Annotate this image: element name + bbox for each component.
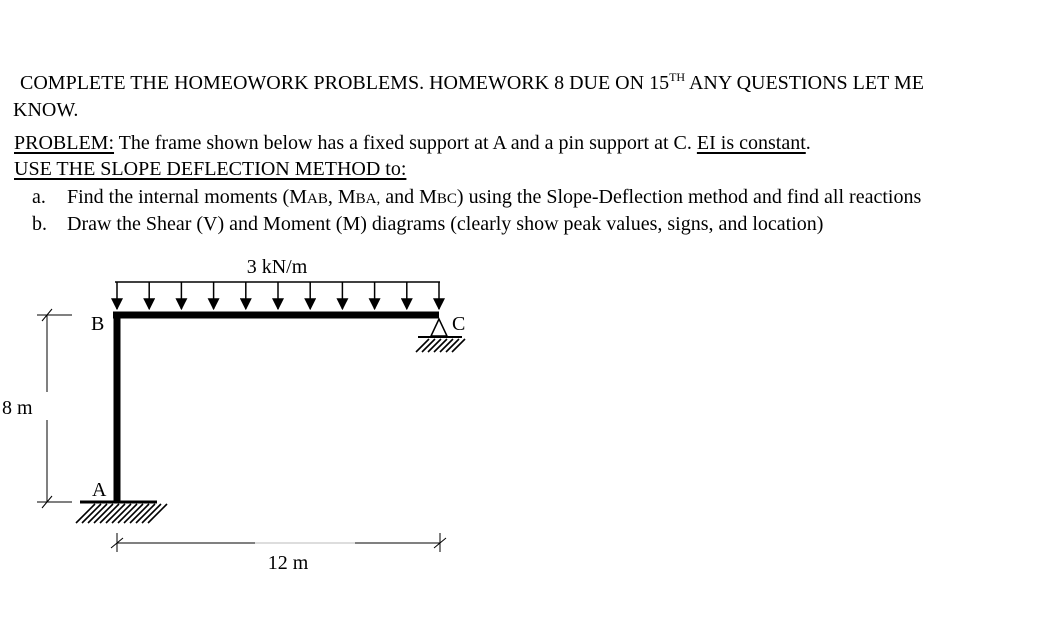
task-a-marker: a. [32, 186, 46, 208]
header-superscript: TH [669, 70, 686, 84]
method-line: USE THE SLOPE DEFLECTION METHOD to: [14, 158, 407, 180]
hatch-line [422, 339, 435, 352]
span-label: 12 m [267, 552, 309, 574]
hatch-line [428, 339, 441, 352]
height-dimension [37, 309, 72, 508]
distributed-load [115, 282, 440, 309]
hatch-line [440, 339, 453, 352]
hatch-line [452, 339, 465, 352]
moment-bc-sub: BC [436, 191, 457, 207]
hatch-line [416, 339, 429, 352]
header-line-1-prefix: COMPLETE THE HOMEOWORK PROBLEMS. HOMEWORK 8 DUE ON 15 [20, 72, 670, 94]
problem-label: PROBLEM: [14, 132, 115, 154]
hatch-line [434, 339, 447, 352]
header-line-2: KNOW. [13, 99, 79, 121]
moment-ba-sub: BA, [355, 191, 381, 207]
span-dimension [111, 533, 446, 552]
problem-text: The frame shown below has a fixed support at A and a pin support at C. [114, 132, 697, 154]
task-b-text: Draw the Shear (V) and Moment (M) diagrams (clearly show peak values, signs, and location) [67, 213, 824, 235]
load-label: 3 kN/m [246, 256, 308, 278]
problem-end: . [805, 132, 811, 154]
node-c-label: C [452, 313, 466, 335]
task-b-marker: b. [32, 213, 47, 235]
moment-ba-m: , M [327, 186, 356, 208]
moment-ab-m: M [289, 186, 307, 208]
fixed-support-a [76, 502, 167, 523]
node-a-label: A [92, 479, 107, 501]
header-line-1-suffix: ANY QUESTIONS LET ME [685, 72, 924, 94]
height-label: 8 m [2, 397, 33, 419]
task-a-after: ) using the Slope-Deflection method and find all reactions [456, 186, 922, 208]
hatch-line [446, 339, 459, 352]
task-a-before: Find the internal moments ( [67, 186, 290, 208]
moment-bc-m: and M [380, 186, 437, 208]
moment-ab-sub: AB [306, 191, 328, 207]
node-b-label: B [91, 313, 105, 335]
ei-constant: EI is constant [696, 132, 806, 154]
